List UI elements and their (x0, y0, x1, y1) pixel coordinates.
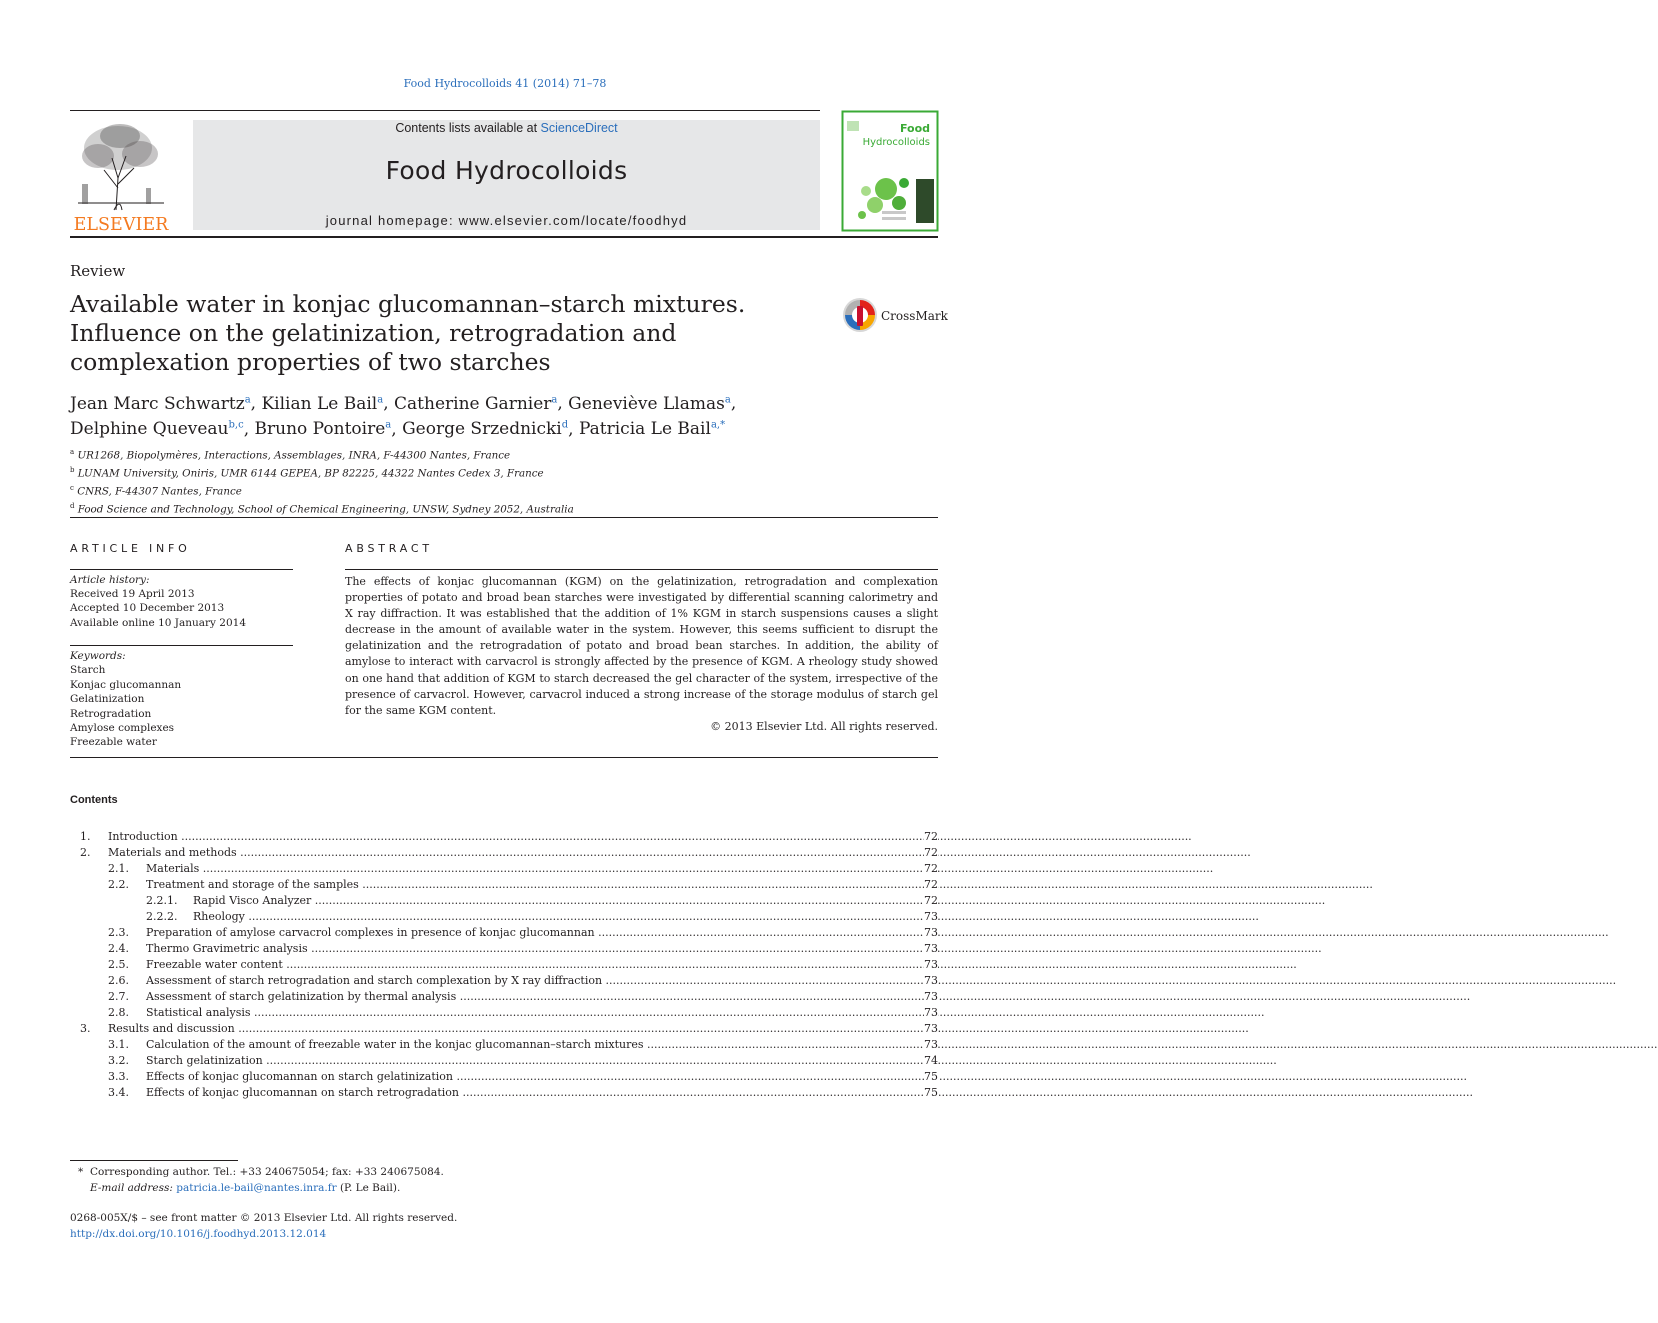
keyword: Starch (70, 664, 106, 677)
cover-image-icon (842, 111, 938, 231)
toc-number: 3.1. (108, 1038, 129, 1051)
toc-number: 3.3. (108, 1070, 129, 1083)
toc-number: 2.5. (108, 958, 129, 971)
issn-line: 0268-005X/$ – see front matter © 2013 Elsevier Ltd. All rights reserved. (70, 1212, 458, 1224)
toc-entry[interactable] (70, 909, 938, 925)
keyword: Freezable water (70, 736, 157, 749)
toc-page-number: 72 (924, 830, 938, 843)
toc-title[interactable]: Treatment and storage of the samples ..... (146, 877, 922, 893)
cover-title-line2: Hydrocolloids (862, 137, 930, 148)
keywords (70, 649, 181, 750)
sciencedirect-link[interactable]: ScienceDirect (540, 121, 618, 135)
toc-page-number: 73 (924, 926, 938, 939)
toc-title[interactable]: Rapid Visco Analyzer ..... (193, 893, 922, 909)
contents-prefix: Contents lists available at (395, 121, 541, 135)
abstract-heading: ABSTRACT (345, 542, 433, 555)
toc-entry[interactable] (70, 1021, 938, 1037)
toc-page-number: 73 (924, 990, 938, 1003)
toc-entry[interactable] (70, 861, 938, 877)
header-rule-top (70, 110, 820, 111)
history-label: Article history: (70, 574, 150, 586)
toc-number: 3.2. (108, 1054, 129, 1067)
homepage-prefix: journal homepage: (325, 213, 459, 228)
toc-number: 2.6. (108, 974, 129, 987)
toc-title[interactable]: Effects of konjac glucomannan on starch retrogradation ..... (146, 1085, 922, 1101)
elsevier-logo (68, 118, 174, 234)
toc-entry[interactable] (70, 1005, 938, 1021)
crossmark-label: CrossMark (881, 309, 948, 323)
toc-number: 2.3. (108, 926, 129, 939)
toc-title[interactable]: Materials ..... (146, 861, 922, 877)
received-date: Received 19 April 2013 (70, 588, 195, 601)
toc-entry[interactable] (70, 845, 938, 861)
toc-entry[interactable] (70, 893, 938, 909)
toc-page-number: 72 (924, 862, 938, 875)
front-matter (70, 1211, 457, 1242)
toc-title[interactable]: Materials and methods ..... (108, 845, 922, 861)
toc-title[interactable]: Starch gelatinization ..... (146, 1053, 922, 1069)
toc-title[interactable]: Rheology ..... (193, 909, 922, 925)
author[interactable]: Patricia Le Bail$^{a,*}$ (578, 419, 726, 440)
toc-page-number: 74 (924, 1054, 938, 1067)
toc-entry[interactable] (70, 877, 938, 893)
affiliation: $^b$ LUNAM University, Oniris, UMR 6144 GEPEA, BP 82225, 44322 Nantes Cedex 3, France (70, 466, 544, 480)
author-list: Jean Marc Schwartz$^a$, Kilian Le Bail$^a$, Catherine Garnier$^a$, Geneviève Llamas$^a$, Delphine Queveau$^{b,c}$, Bruno Pontoire$^a$, George Srzednicki$^d$, Patricia Le Bail$^{a,*}$ (70, 393, 737, 440)
toc-title[interactable]: Assessment of starch gelatinization by thermal analysis ..... (146, 989, 922, 1005)
divider (70, 517, 938, 518)
corresponding-author-footnote (78, 1165, 444, 1196)
toc-number: 2.8. (108, 1006, 129, 1019)
toc-page-number: 73 (924, 910, 938, 923)
affiliation: $^d$ Food Science and Technology, School of Chemical Engineering, UNSW, Sydney 2052, Australia (70, 502, 574, 516)
toc-page-number: 73 (924, 1038, 938, 1051)
toc-title[interactable]: Results and discussion ..... (108, 1021, 922, 1037)
toc-number: 2.1. (108, 862, 129, 875)
toc-title[interactable]: Assessment of starch retrogradation and starch complexation by X ray diffraction ..... (146, 973, 922, 989)
divider (70, 645, 293, 646)
toc-number: 2.7. (108, 990, 129, 1003)
article-history (70, 573, 246, 630)
cover-title-line1: Food (899, 122, 930, 135)
contents-heading: Contents (70, 794, 118, 806)
abstract-copyright: © 2013 Elsevier Ltd. All rights reserved. (710, 719, 938, 733)
elsevier-tree-icon (68, 118, 174, 234)
journal-homepage (193, 213, 820, 228)
keyword: Konjac glucomannan (70, 678, 182, 691)
toc-number: 2.2.1. (146, 894, 178, 907)
author[interactable]: Catherine Garnier$^a$ (394, 393, 558, 414)
toc-page-number: 75 (924, 1070, 938, 1083)
footnote-rule (70, 1160, 238, 1161)
toc-number: 1. (80, 830, 91, 843)
journal-cover-thumbnail[interactable] (842, 111, 938, 231)
abstract-body (345, 574, 938, 735)
author[interactable]: George Srzednicki$^d$ (402, 419, 569, 440)
toc-number: 3.4. (108, 1086, 129, 1099)
toc-entry[interactable] (70, 989, 938, 1005)
toc-title[interactable]: Calculation of the amount of freezable water in the konjac glucomannan–starch mixtures ..... (146, 1037, 922, 1053)
email-link[interactable]: patricia.le-bail@nantes.inra.fr (176, 1181, 337, 1194)
toc-entry[interactable] (70, 829, 938, 845)
toc-page-number: 73 (924, 958, 938, 971)
toc-entry[interactable] (70, 1053, 938, 1069)
crossmark-icon (841, 296, 948, 334)
keyword: Retrogradation (70, 707, 152, 720)
toc-number: 2. (80, 846, 91, 859)
author[interactable]: Delphine Queveau$^{b,c}$ (70, 419, 244, 440)
affiliation: $^a$ UR1268, Biopolymères, Interactions, Assemblages, INRA, F-44300 Nantes, France (70, 448, 511, 462)
toc-entry[interactable] (70, 925, 938, 941)
toc-title[interactable]: Statistical analysis ..... (146, 1005, 922, 1021)
email-label: E-mail address: (90, 1181, 173, 1194)
toc-page-number: 72 (924, 878, 938, 891)
author[interactable]: Geneviève Llamas$^a$ (568, 393, 731, 414)
author[interactable]: Kilian Le Bail$^a$ (261, 393, 384, 414)
journal-name: Food Hydrocolloids (385, 156, 628, 185)
article-title: Available water in konjac glucomannan–starch mixtures. Influence on the gelatinization, retrogradation and complexation properties of two starches (70, 290, 746, 376)
abstract-paragraph: The effects of konjac glucomannan (KGM) on the gelatinization, retrogradation and complexation properties of potato and broad bean starches were investigated by differential scanning calorimetry and X ray diffraction. It was established that the addition of 1% KGM in starch suspensions causes a slight decrease in the amount of available water in the system. However, this seems sufficient to disrupt the gelatinization and the retrogradation of potato and broad bean starches. In addition, the ability of amylose to interact with carvacrol is strongly affected by the presence of KGM. A rheology study showed on one hand that addition of KGM to starch decreased the gel character of the system, irrespective of the presence of carvacrol. However, carvacrol induced a strong increase of the storage modulus of starch gel for the same KGM content. (345, 575, 938, 717)
toc-title[interactable]: Thermo Gravimetric analysis ..... (146, 941, 922, 957)
toc-number: 2.2. (108, 878, 129, 891)
toc-page-number: 73 (924, 1006, 938, 1019)
author[interactable]: Bruno Pontoire$^a$ (254, 419, 392, 440)
corresponding-text: Corresponding author. Tel.: +33 240675054; fax: +33 240675084. (89, 1166, 444, 1178)
affiliations (70, 445, 770, 517)
doi-link[interactable]: http://dx.doi.org/10.1016/j.foodhyd.2013.12.014 (70, 1227, 327, 1240)
toc-page-number: 73 (924, 942, 938, 955)
toc-title[interactable]: Effects of konjac glucomannan on starch gelatinization ..... (146, 1069, 922, 1085)
toc-entry[interactable] (70, 941, 938, 957)
toc-title[interactable]: Preparation of amylose carvacrol complexes in presence of konjac glucomannan ..... (146, 925, 922, 941)
toc-page-number: 73 (924, 974, 938, 987)
contents-available-line (193, 121, 820, 135)
divider (70, 757, 938, 758)
toc-title[interactable]: Freezable water content ..... (146, 957, 922, 973)
article-type: Review (70, 262, 126, 280)
keywords-label: Keywords: (70, 650, 126, 662)
toc-entry[interactable] (70, 973, 938, 989)
divider (70, 569, 293, 570)
toc-entry[interactable] (70, 1085, 938, 1101)
author[interactable]: Jean Marc Schwartz$^a$ (70, 393, 251, 414)
toc-page-number: 72 (924, 846, 938, 859)
table-of-contents (70, 829, 938, 1101)
journal-reference[interactable]: Food Hydrocolloids 41 (2014) 71–78 (403, 77, 607, 90)
toc-page-number: 72 (924, 894, 938, 907)
divider (345, 569, 938, 570)
toc-entry[interactable] (70, 1069, 938, 1085)
email-suffix: (P. Le Bail). (339, 1181, 401, 1194)
keyword: Gelatinization (70, 693, 145, 706)
toc-entry[interactable] (70, 957, 938, 973)
online-date: Available online 10 January 2014 (70, 616, 247, 629)
accepted-date: Accepted 10 December 2013 (70, 602, 225, 615)
crossmark-badge[interactable] (841, 296, 948, 334)
toc-number: 2.2.2. (146, 910, 178, 923)
toc-page-number: 75 (924, 1086, 938, 1099)
toc-number: 2.4. (108, 942, 129, 955)
toc-entry[interactable] (70, 1037, 938, 1053)
footnote-star: * (78, 1166, 84, 1178)
elsevier-wordmark: ELSEVIER (73, 215, 169, 235)
article-info-heading: ARTICLE INFO (70, 542, 191, 555)
toc-number: 3. (80, 1022, 91, 1035)
homepage-url[interactable]: www.elsevier.com/locate/foodhyd (458, 213, 688, 228)
toc-page-number: 73 (924, 1022, 938, 1035)
keyword: Amylose complexes (70, 722, 175, 735)
affiliation: $^c$ CNRS, F-44307 Nantes, France (70, 484, 242, 498)
header-rule-bottom (70, 236, 938, 238)
toc-title[interactable]: Introduction ..... (108, 829, 922, 845)
